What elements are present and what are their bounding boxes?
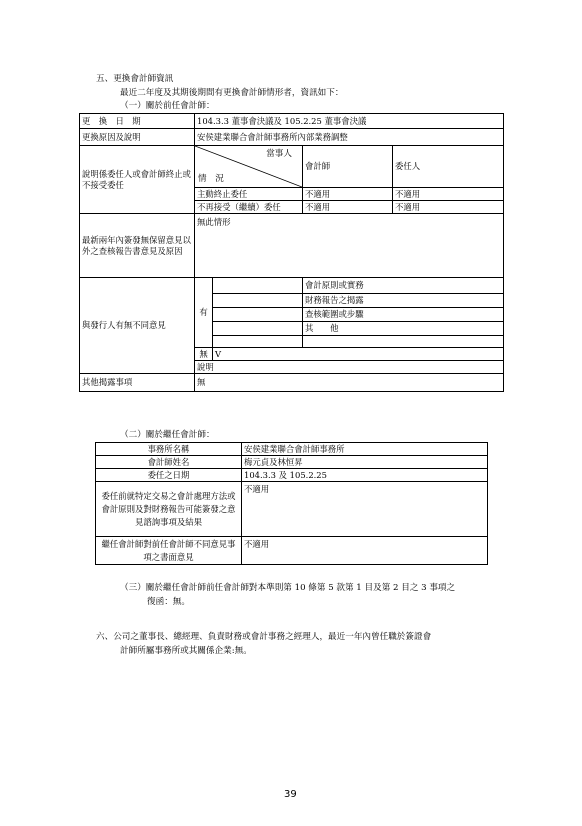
termination-label: 說明係委任人或會計師終止或不接受委任 <box>80 146 195 214</box>
table-row <box>96 443 488 456</box>
option-disclosure: 財務報告之揭露 <box>303 294 504 308</box>
row-decline-appointment: 不再接受（繼續）委任 <box>195 201 303 214</box>
table-row <box>96 456 488 469</box>
subsection-3-line1: （三）關於繼任會計師前任會計師對本準則第 10 條第 5 款第 1 目及第 2 目之 3 事項之 <box>120 583 456 593</box>
change-date-label: 更 換 日 期 <box>80 114 195 129</box>
accountant-name-label: 會計師姓名 <box>96 456 242 469</box>
appointment-date-label: 委任之日期 <box>96 469 242 482</box>
none-checkmark: V <box>213 348 504 361</box>
section6-line2: 計師所屬事務所或其關係企業:無。 <box>120 646 252 656</box>
row-active-termination: 主動終止委任 <box>195 188 303 201</box>
table-row <box>96 537 488 565</box>
table-row <box>96 469 488 482</box>
subsection-1-heading: （一）關於前任會計師： <box>120 101 215 111</box>
option-accounting-principle: 會計原則或實務 <box>303 278 504 294</box>
subsection-3-line2: 復函：無。 <box>147 597 190 607</box>
previous-accountant-table <box>79 113 504 392</box>
audit-opinion-label: 最新兩年內簽發無保留意見以外之查核報告書意見及原因 <box>80 214 195 278</box>
active-accountant-value: 不適用 <box>303 188 393 201</box>
table-row <box>80 278 504 294</box>
change-reason-value: 安侯建業聯合會計師事務所內部業務調整 <box>195 129 504 146</box>
option-audit-scope: 查核範圍或步驟 <box>303 308 504 322</box>
active-client-value: 不適用 <box>393 188 504 201</box>
page-number: 39 <box>284 789 297 800</box>
column-client: 委任人 <box>393 146 504 188</box>
none-label: 無 <box>195 348 213 361</box>
section-heading: 五、更換會計師資訊 <box>96 74 174 84</box>
consultation-label: 委任前就特定交易之會計處理方法或會計原則及對財務報告可能簽發之意見諮詢事項及結果 <box>96 482 242 537</box>
column-accountant: 會計師 <box>303 146 393 188</box>
change-date-value: 104.3.3 董事會決議及 105.2.25 董事會決議 <box>195 114 504 129</box>
table-row <box>80 114 504 129</box>
table-row <box>80 146 504 188</box>
other-disclosure-value: 無 <box>195 374 504 392</box>
successor-accountant-table <box>95 442 488 565</box>
written-opinion-value: 不適用 <box>242 537 488 565</box>
other-disclosure-label: 其他揭露事項 <box>80 374 195 392</box>
decline-client-value: 不適用 <box>393 201 504 214</box>
diagonal-header-cell <box>195 146 303 188</box>
disagreement-label: 與發行人有無不同意見 <box>80 278 195 374</box>
table-row <box>80 374 504 392</box>
firm-name-label: 事務所名稱 <box>96 443 242 456</box>
written-opinion-label: 繼任會計師對前任會計師不同意見事項之書面意見 <box>96 537 242 565</box>
section-intro: 最近二年度及其期後期間有更換會計師情形者，資訊如下： <box>120 88 344 98</box>
consultation-value: 不適用 <box>242 482 488 537</box>
accountant-name-value: 梅元貞及林恒昇 <box>242 456 488 469</box>
firm-name-value: 安侯建業聯合會計師事務所 <box>242 443 488 456</box>
subsection-2-heading: （二）關於繼任會計師： <box>120 430 215 440</box>
table-row <box>80 129 504 146</box>
table-row <box>80 214 504 278</box>
explanation-label: 說明 <box>195 361 504 374</box>
table-row <box>96 482 488 537</box>
diagonal-top-label: 當事人 <box>266 149 292 159</box>
appointment-date-value: 104.3.3 及 105.2.25 <box>242 469 488 482</box>
diagonal-bottom-label: 情 況 <box>198 174 224 184</box>
section6-line1: 六、公司之董事長、總經理、負責財務或會計事務之經理人，最近一年內曾任職於簽證會 <box>96 632 432 642</box>
change-reason-label: 更換原因及說明 <box>80 129 195 146</box>
have-label: 有 <box>195 278 213 348</box>
audit-opinion-value: 無此情形 <box>195 214 504 278</box>
option-other: 其 他 <box>303 322 504 336</box>
decline-accountant-value: 不適用 <box>303 201 393 214</box>
